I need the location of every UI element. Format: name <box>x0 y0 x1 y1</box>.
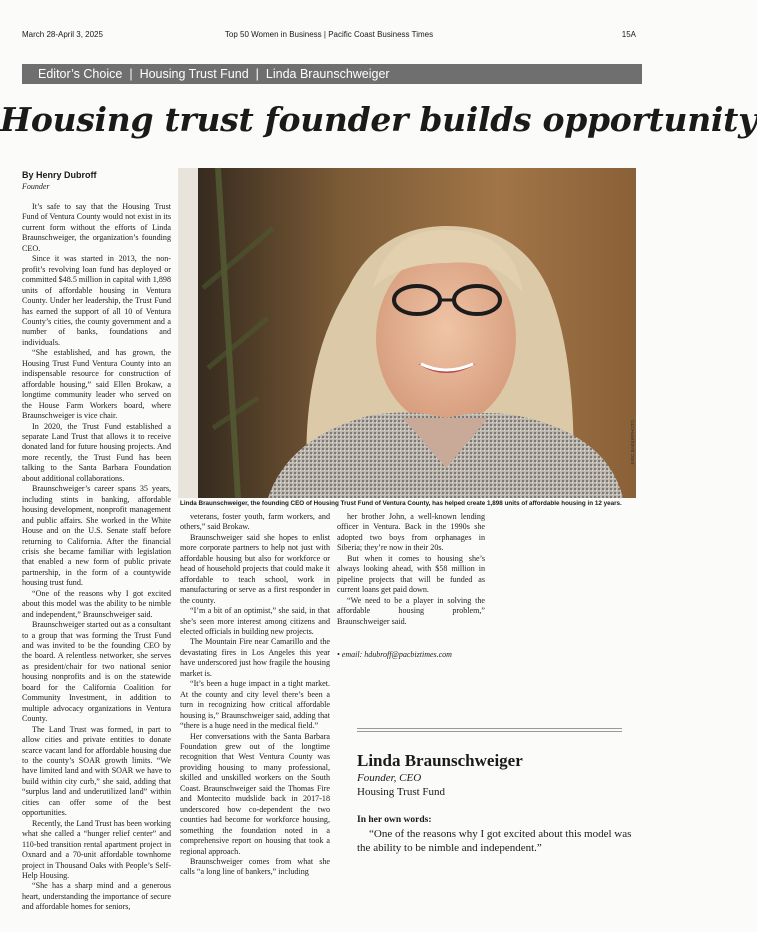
article-paragraph: “One of the reasons why I got excited about this model was the ability to be nimble and independent,” Braunschweiger said. <box>22 588 171 619</box>
article-paragraph: “She has a sharp mind and a generous heart, understanding the importance of secure and affordable homes for seniors, <box>22 881 171 912</box>
article-paragraph: But when it comes to housing she’s always looking ahead, with $58 million in pipeline projects that will be funded as current loans get paid down. <box>337 553 485 595</box>
article-paragraph: Recently, the Land Trust has been working what she called a “hunger relief center” and 110-bed transition rental apartment project in Oxnard and a 70-unit affordable townhome project in Thousand Oaks with People’s Self-Help Housing. <box>22 818 171 880</box>
profile-name: Linda Braunschweiger <box>357 751 523 770</box>
banner-item: Linda Braunschweiger <box>265 67 390 81</box>
article-paragraph: Braunschweiger said she hopes to enlist more corporate partners to help not just with affordable housing but also for workforce or head of household projects that could make it affordable to teach school, work in manufacturing or serve as a first responder in the county. <box>180 532 330 605</box>
profile-organization: Housing Trust Fund <box>357 786 446 798</box>
banner-item: Editor’s Choice <box>38 67 123 81</box>
section-title: Top 50 Women in Business | Pacific Coast Business Times <box>224 30 434 39</box>
article-paragraph: veterans, foster youth, farm workers, and others,” said Brokaw. <box>180 512 330 532</box>
article-paragraph: “She established, and has grown, the Housing Trust Fund Ventura County into an indispensable resource for construction of affordable housing,” said Ellen Brokaw, a longtime community leader who served on the House Farm Workers board, where Braunschweiger is vice chair. <box>22 348 171 421</box>
article-paragraph: The Land Trust was formed, in part to allow cities and private entities to donate scarce vacant land for affordable housing due to the county’s SOAR growth limits. “We have limited land and with SOAR we have to build within city curb,” she said, adding that “surplus land and underutilized land” within cities can offer some of the best opportunities. <box>22 724 171 818</box>
portrait-illustration <box>178 168 636 498</box>
article-paragraph: her brother John, a well-known lending officer in Ventura. Back in the 1990s she adopted two boys from orphanages in Siberia; they’re now in their 20s. <box>337 512 485 553</box>
article-headline: Housing trust founder builds opportunity <box>0 100 757 139</box>
portrait-photo <box>178 168 636 498</box>
article-paragraph: It’s safe to say that the Housing Trust Fund of Ventura County would not exist in its current form without the efforts of Linda Braunschweiger, the organization’s founding CEO. <box>22 202 171 253</box>
page-number: 15A <box>621 30 636 39</box>
article-column-1 <box>22 202 171 913</box>
article-paragraph: Braunschweiger comes from what she calls “a long line of bankers,” including <box>180 856 330 877</box>
article-paragraph: Her conversations with the Santa Barbara Foundation grew out of the longtime recognition that West Ventura County was providing housing to many professional, skilled and unskilled workers on the South Coast. Braunschweiger said the Thomas Fire and Montecito mudslide back in 2017-18 underscored how co-dependent the two counties had become for workforce housing, something the foundation noted in a comprehensive report on housing that took a regional approach. <box>180 731 330 856</box>
byline-role: Founder <box>22 182 50 191</box>
issue-date: March 28-April 3, 2025 <box>22 30 103 39</box>
article-paragraph: Braunschweiger started out as a consultant to a group that was forming the Trust Fund and was invited to be the founding CEO by the board. A relentless networker, she serves as president/chair for two national senior housing nonprofits and is on the statewide board for the California Coalition for Community Investment, in addition to multiple advocacy organizations in Ventura County. <box>22 620 171 724</box>
article-column-2 <box>180 512 330 878</box>
article-paragraph: Since it was started in 2013, the non-profit’s revolving loan fund has deployed or committed $48.5 million in capital with 1,898 units of affordable housing in Ventura County. Under her leadership, the Trust Fund has earned the support of all 10 of Ventura County’s cities, the county government and a number of banks, foundations and individuals. <box>22 254 171 347</box>
page-header <box>22 28 636 42</box>
article-paragraph: Braunschweiger’s career spans 35 years, including stints in banking, affordable housing development, nonprofit management and public affairs. She worked in the White House and on the U.S. Senate staff before returning to California. After the financial crisis she became familiar with legislation that enabled a new form of public private partnership, in the form of a countywide housing trust fund. <box>22 484 171 588</box>
article-paragraph: In 2020, the Trust Fund established a separate Land Trust that allows it to receive donated land for future housing projects. And more recently, the Trust Fund has been talking to the Santa Barbara Foundation about additional collaborations. <box>22 421 171 483</box>
article-paragraph: “I’m a bit of an optimist,” she said, in that she’s seen more interest among citizens and elected officials in building new projects. <box>180 606 330 636</box>
photo-caption: Linda Braunschweiger, the founding CEO of Housing Trust Fund of Ventura County, has helped create 1,898 units of affordable housing in 12 years. <box>180 500 622 507</box>
profile-role: Founder, CEO <box>357 772 422 784</box>
byline: By Henry Dubroff <box>22 170 97 180</box>
article-column-3 <box>337 512 485 627</box>
author-email: • email: hdubroff@pacbiztimes.com <box>337 650 452 659</box>
profile-quote: “One of the reasons why I got excited about this model was the ability to be nimble and independent.” <box>357 828 632 854</box>
banner-item: Housing Trust Fund <box>139 67 249 81</box>
quote-heading: In her own words: <box>357 815 432 825</box>
photo-credit: ERIC BAKER/PHOTO <box>630 420 635 465</box>
category-banner: Editor’s Choice | Housing Trust Fund | Linda Braunschweiger <box>22 64 642 84</box>
sidebar-divider <box>357 728 622 732</box>
article-paragraph: “We need to be a player in solving the affordable housing problem,” Braunschweiger said. <box>337 595 485 626</box>
article-paragraph: The Mountain Fire near Camarillo and the devastating fires in Los Angeles this year have underscored just how fragile the housing market is. <box>180 637 330 678</box>
article-paragraph: “It’s been a huge impact in a tight market. At the county and city level there’s been a turn in recognizing how critical affordable housing is,” Braunschweiger said, adding that “there is a huge need in the medical field.” <box>180 679 330 731</box>
